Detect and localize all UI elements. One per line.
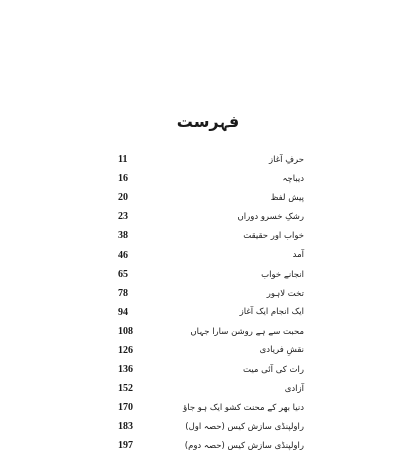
- page-title: فہرست: [176, 112, 240, 131]
- toc-entry: [118, 150, 304, 169]
- toc-entry: [118, 265, 304, 284]
- toc-chapter-title: محبت سے ہے روشن سارا جہاں: [190, 326, 304, 337]
- toc-entry: [118, 207, 304, 226]
- toc-chapter-title: راولپنڈی سازش کیس (حصہ اول): [185, 422, 304, 433]
- toc-entry: [118, 226, 304, 245]
- toc-chapter-title: حرفِ آغاز: [269, 154, 304, 165]
- toc-entry: [118, 360, 304, 379]
- toc-chapter-title: رات کی آئی میت: [243, 364, 304, 375]
- toc-chapter-title: دنیا بھر کے محنت کشو ایک ہو جاؤ: [183, 403, 304, 414]
- toc-entry: [118, 398, 304, 417]
- toc-entry: [118, 284, 304, 303]
- toc-page-number: 38: [118, 230, 128, 242]
- toc-chapter-title: ایک انجام ایک آغاز: [239, 307, 304, 318]
- toc-page-number: 20: [118, 192, 128, 204]
- toc-page-number: 78: [118, 287, 128, 299]
- toc-chapter-title: آمد: [292, 250, 304, 261]
- toc-chapter-title: خواب اور حقیقت: [243, 230, 304, 241]
- toc-chapter-title: تخت لاہور: [266, 288, 304, 299]
- toc-page-number: 23: [118, 211, 128, 223]
- toc-entry: [118, 341, 304, 360]
- toc-chapter-title: دیباچہ: [282, 174, 304, 185]
- toc-chapter-title: آزادی: [284, 383, 304, 394]
- toc-page-number: 11: [118, 154, 128, 166]
- toc-page-number: 126: [118, 344, 133, 356]
- toc-page-number: 136: [118, 364, 133, 376]
- toc-entry: [118, 188, 304, 207]
- toc-page-number: 197: [118, 440, 133, 452]
- toc-chapter-title: راولپنڈی سازش کیس (حصہ دوم): [184, 441, 304, 452]
- toc-chapter-title: انجانے خواب: [261, 269, 304, 280]
- toc-page-number: 46: [118, 249, 128, 261]
- toc-entry: [118, 245, 304, 264]
- toc-page-number: 170: [118, 402, 133, 414]
- toc-chapter-title: نقشِ فریادی: [259, 345, 304, 356]
- table-of-contents: [118, 150, 304, 456]
- toc-entry: [118, 169, 304, 188]
- toc-page-number: 183: [118, 421, 133, 433]
- toc-page-number: 108: [118, 325, 133, 337]
- toc-entry: [118, 303, 304, 322]
- toc-chapter-title: رشکِ خسرو دوراں: [237, 211, 304, 222]
- toc-page-number: 94: [118, 306, 128, 318]
- toc-entry: [118, 417, 304, 436]
- toc-page-number: 152: [118, 383, 133, 395]
- toc-entry: [118, 436, 304, 455]
- toc-entry: [118, 322, 304, 341]
- toc-entry: [118, 379, 304, 398]
- toc-chapter-title: پیش لفظ: [270, 192, 304, 203]
- toc-page-number: 16: [118, 173, 128, 185]
- toc-page-number: 65: [118, 268, 128, 280]
